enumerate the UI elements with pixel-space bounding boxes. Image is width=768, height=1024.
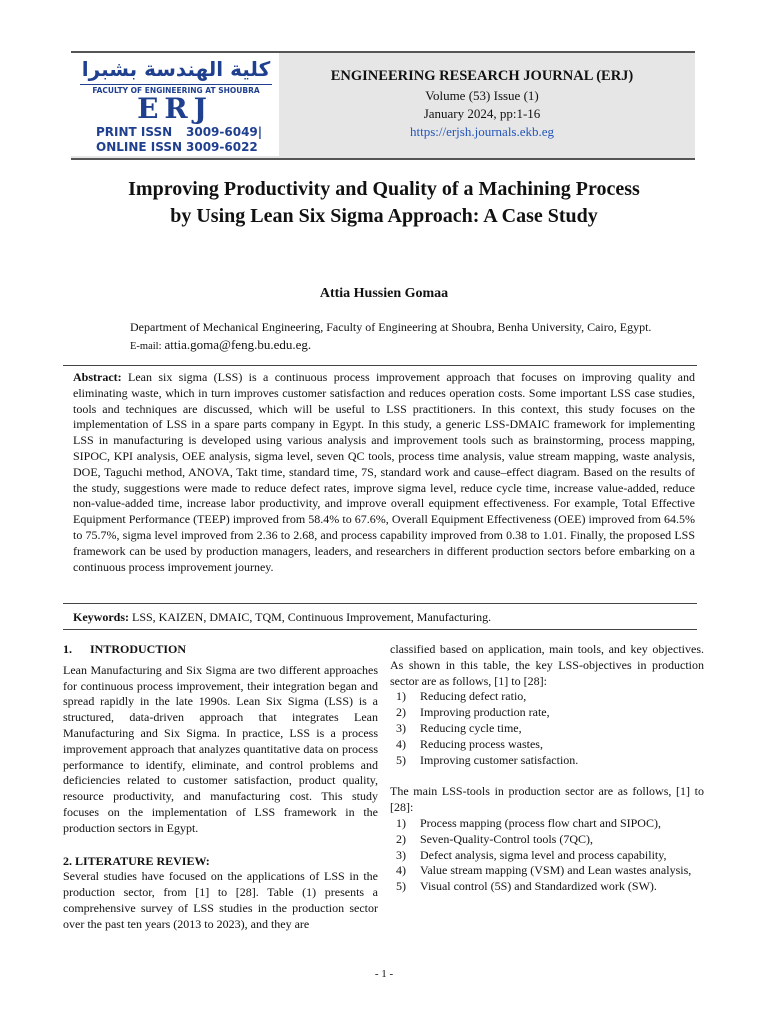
- tool-item-text: Seven-Quality-Control tools (7QC),: [420, 831, 593, 846]
- tool-item-text: Value stream mapping (VSM) and Lean wastes analysis,: [420, 863, 692, 878]
- author-affiliation: [130, 318, 710, 356]
- objective-item: [390, 689, 704, 705]
- email-line: [130, 336, 710, 356]
- tool-item: [390, 832, 704, 848]
- abstract-text: Lean six sigma (LSS) is a continuous process improvement approach that focuses on improving quality and eliminating waste, which in turn improves customer satisfaction and reduces operation costs. Some important LSS case studies, tools and techniques are discussed, which will be useful to LSS practitioners. In this context, this study focuses on the implementation of LSS in a spare parts company in Egypt. In this study, a generic LSS-DMAIC framework for implementing LSS in manufacturing is developed using various analysis and improvement tools such as brainstorming, process mapping, SIPOC, KPI analysis, OEE analysis, sigma level, seven QC tools, process time analysis, value stream mapping, waste analysis, DOE, Taguchi method, ANOVA, Takt time, standard time, 7S, standard work and cause–effect diagram. Based on the results of the study, suggestions were made to reduce defect rates, improve sigma level, reduce cycle time, increase value-added, reduce non-value-added time, increase labor productivity, and improve overall equipment effectiveness. For example, Total Effective Equipment Performance (TEEP) improved from 58.4% to 67.6%, Overall Equipment Effectiveness (OEE) improved from 64.5% to 75.7%, sigma level improved from 2.36 to 2.68, and process capability improved from 0.38 to 1.01. Finally, the proposed LSS framework can be used by production managers, leaders, and researchers in different production sectors before embarking on a continuous process improvement journey.: [73, 370, 695, 574]
- tool-item-text: Defect analysis, sigma level and process capability,: [420, 847, 667, 862]
- logo-english-text: FACULTY OF ENGINEERING AT SHOUBRA: [80, 84, 272, 95]
- tool-item: [390, 816, 704, 832]
- paper-title-line1: Improving Productivity and Quality of a Machining Process: [128, 178, 640, 200]
- literature-text: Several studies have focused on the applications of LSS in the production sector, from [1] to [28]. Table (1) presents a comprehensive survey of LSS studies in the production sector over the past ten years (2013 to 2023), and they are: [63, 869, 378, 931]
- objective-item: [390, 721, 704, 737]
- objective-item-text: Reducing cycle time,: [420, 720, 522, 735]
- tool-item-text: Process mapping (process flow chart and SIPOC),: [420, 815, 661, 830]
- keywords-label: Keywords:: [73, 610, 129, 624]
- online-issn-label: ONLINE ISSN: [96, 140, 183, 154]
- objective-item: [390, 705, 704, 721]
- tool-item: [390, 879, 704, 895]
- email-address[interactable]: attia.goma@feng.bu.edu.eg.: [164, 337, 312, 352]
- journal-date: January 2024, pp:1-16: [423, 106, 541, 121]
- introduction-text: Lean Manufacturing and Six Sigma are two different approaches for continuous process improvement, their integration began and spread rapidly in the late 1990s. Lean Six Sigma (LSS) is a structured, data-driven approach that integrates Lean Manufacturing and Six Sigma. In practice, LSS is a process improvement approach that analyzes quantitative data on process performance to identify, eliminate, and control problems and deficiencies related to customer satisfaction, product quality, resource productivity, and manufacturing cost. This study focuses on the implementation of LSS framework in the production sectors in Egypt.: [63, 662, 378, 835]
- tool-item-text: Visual control (5S) and Standardized work (SW).: [420, 879, 657, 894]
- left-column: [63, 642, 378, 933]
- paper-title: [70, 176, 698, 230]
- objective-item-text: Reducing process wastes,: [420, 736, 543, 751]
- objective-item-number: 3): [396, 720, 406, 735]
- author-name: Attia Hussien Gomaa: [319, 286, 449, 301]
- abstract: [73, 370, 695, 575]
- section-introduction-heading: 1. INTRODUCTION: [63, 642, 187, 656]
- tool-item-number: 1): [396, 815, 406, 830]
- objective-item-number: 2): [396, 705, 406, 720]
- tool-item: [390, 863, 704, 879]
- affiliation-text: Department of Mechanical Engineering, Faculty of Engineering at Shoubra, Benha University, Cairo, Egypt.: [130, 320, 652, 334]
- objective-item-text: Improving production rate,: [420, 705, 550, 720]
- objective-item-number: 5): [396, 752, 406, 767]
- logo-arabic-text: كلية الهندسة بشبرا: [81, 57, 271, 81]
- tool-item-number: 3): [396, 847, 406, 862]
- tool-item-number: 2): [396, 831, 406, 846]
- keywords-bottom-rule: [63, 629, 697, 630]
- keywords-text: LSS, KAIZEN, DMAIC, TQM, Continuous Improvement, Manufacturing.: [132, 610, 492, 624]
- objective-item: [390, 753, 704, 769]
- abstract-top-rule: [63, 365, 697, 366]
- keywords: [73, 610, 695, 625]
- objectives-intro: classified based on application, main tools, and key objectives. As shown in this table, the key LSS-objectives in production sector are as follows, [1] to [28]:: [390, 642, 704, 688]
- objective-item-text: Reducing defect ratio,: [420, 689, 527, 704]
- right-column: [390, 642, 704, 895]
- tools-intro: The main LSS-tools in production sector are as follows, [1] to [28]:: [390, 784, 704, 815]
- tool-item-number: 5): [396, 879, 406, 894]
- keywords-top-rule: [63, 603, 697, 604]
- tool-item-number: 4): [396, 863, 406, 878]
- tools-list: [390, 816, 704, 895]
- tool-item: [390, 848, 704, 864]
- paper-title-line2: by Using Lean Six Sigma Approach: A Case Study: [170, 205, 598, 227]
- print-issn: 3009-6049|: [186, 125, 263, 139]
- journal-title: ENGINEERING RESEARCH JOURNAL (ERJ): [330, 68, 634, 84]
- journal-volume: Volume (53) Issue (1): [425, 88, 539, 103]
- objective-item-number: 1): [396, 689, 406, 704]
- print-issn-label: PRINT ISSN: [96, 125, 173, 139]
- objective-item-text: Improving customer satisfaction.: [420, 752, 579, 767]
- page-number: - 1 -: [374, 968, 394, 980]
- logo-erj-text: ERJ: [137, 92, 213, 125]
- section-literature-heading: 2. LITERATURE REVIEW:: [63, 853, 210, 868]
- abstract-label: Abstract:: [73, 370, 122, 384]
- email-label: E-mail:: [130, 341, 162, 352]
- objective-item: [390, 737, 704, 753]
- objective-item-number: 4): [396, 736, 406, 751]
- online-issn: 3009-6022: [186, 140, 258, 154]
- journal-url-link[interactable]: https://erjsh.journals.ekb.eg: [409, 124, 555, 139]
- objectives-list: [390, 689, 704, 768]
